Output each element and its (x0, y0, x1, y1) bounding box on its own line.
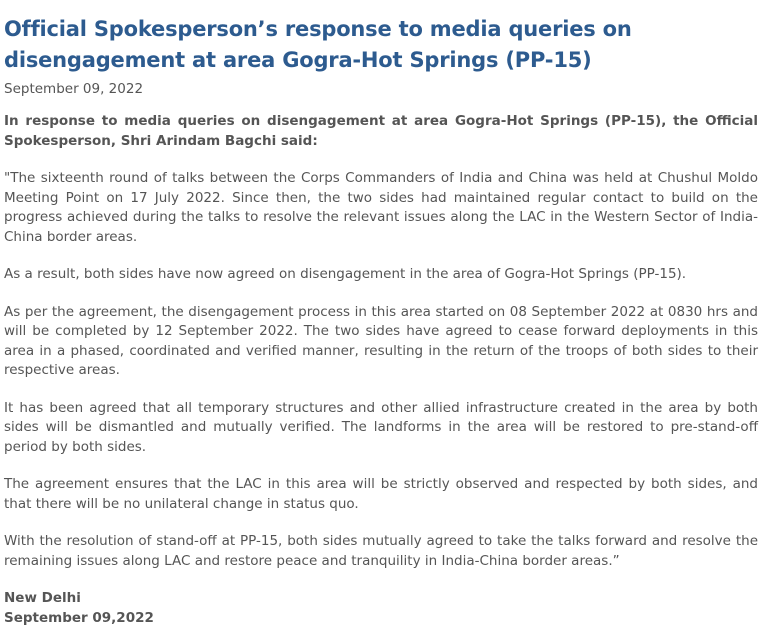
body-paragraph-6: With the resolution of stand-off at PP-15, both sides mutually agreed to take the talks forward and resolve the remaining issues along LAC and restore peace and tranquility in India-China border areas.” (4, 532, 758, 571)
body-paragraph-5: The agreement ensures that the LAC in this area will be strictly observed and respected by both sides, and that there will be no unilateral change in status quo. (4, 475, 758, 514)
lead-paragraph: In response to media queries on disengagement at area Gogra-Hot Springs (PP-15), the Official Spokesperson, Shri Arindam Bagchi said: (4, 111, 758, 151)
page-title: Official Spokesperson’s response to media queries on disengagement at area Gogra-Hot Springs (PP-15) (4, 14, 758, 76)
body-paragraph-2: As a result, both sides have now agreed on disengagement in the area of Gogra-Hot Springs (PP-15). (4, 265, 758, 285)
signoff (4, 589, 758, 628)
signoff-date: September 09,2022 (4, 609, 758, 628)
signoff-place: New Delhi (4, 589, 758, 609)
body-paragraph-4: It has been agreed that all temporary structures and other allied infrastructure created in the area by both sides will be dismantled and mutually verified. The landforms in the area will be restored to pre-stand-off period by both sides. (4, 399, 758, 458)
publish-date: September 09, 2022 (4, 79, 758, 99)
body-paragraph-3: As per the agreement, the disengagement process in this area started on 08 September 2022 at 0830 hrs and will be completed by 12 September 2022. The two sides have agreed to cease forward deployments in this area in a phased, coordinated and verified manner, resulting in the return of the troops of both sides to their respective areas. (4, 303, 758, 381)
body-paragraph-1: "The sixteenth round of talks between the Corps Commanders of India and China was held at Chushul Moldo Meeting Point on 17 July 2022. Since then, the two sides had maintained regular contact to build on the progress achieved during the talks to resolve the relevant issues along the LAC in the Western Sector of India-China border areas. (4, 169, 758, 247)
